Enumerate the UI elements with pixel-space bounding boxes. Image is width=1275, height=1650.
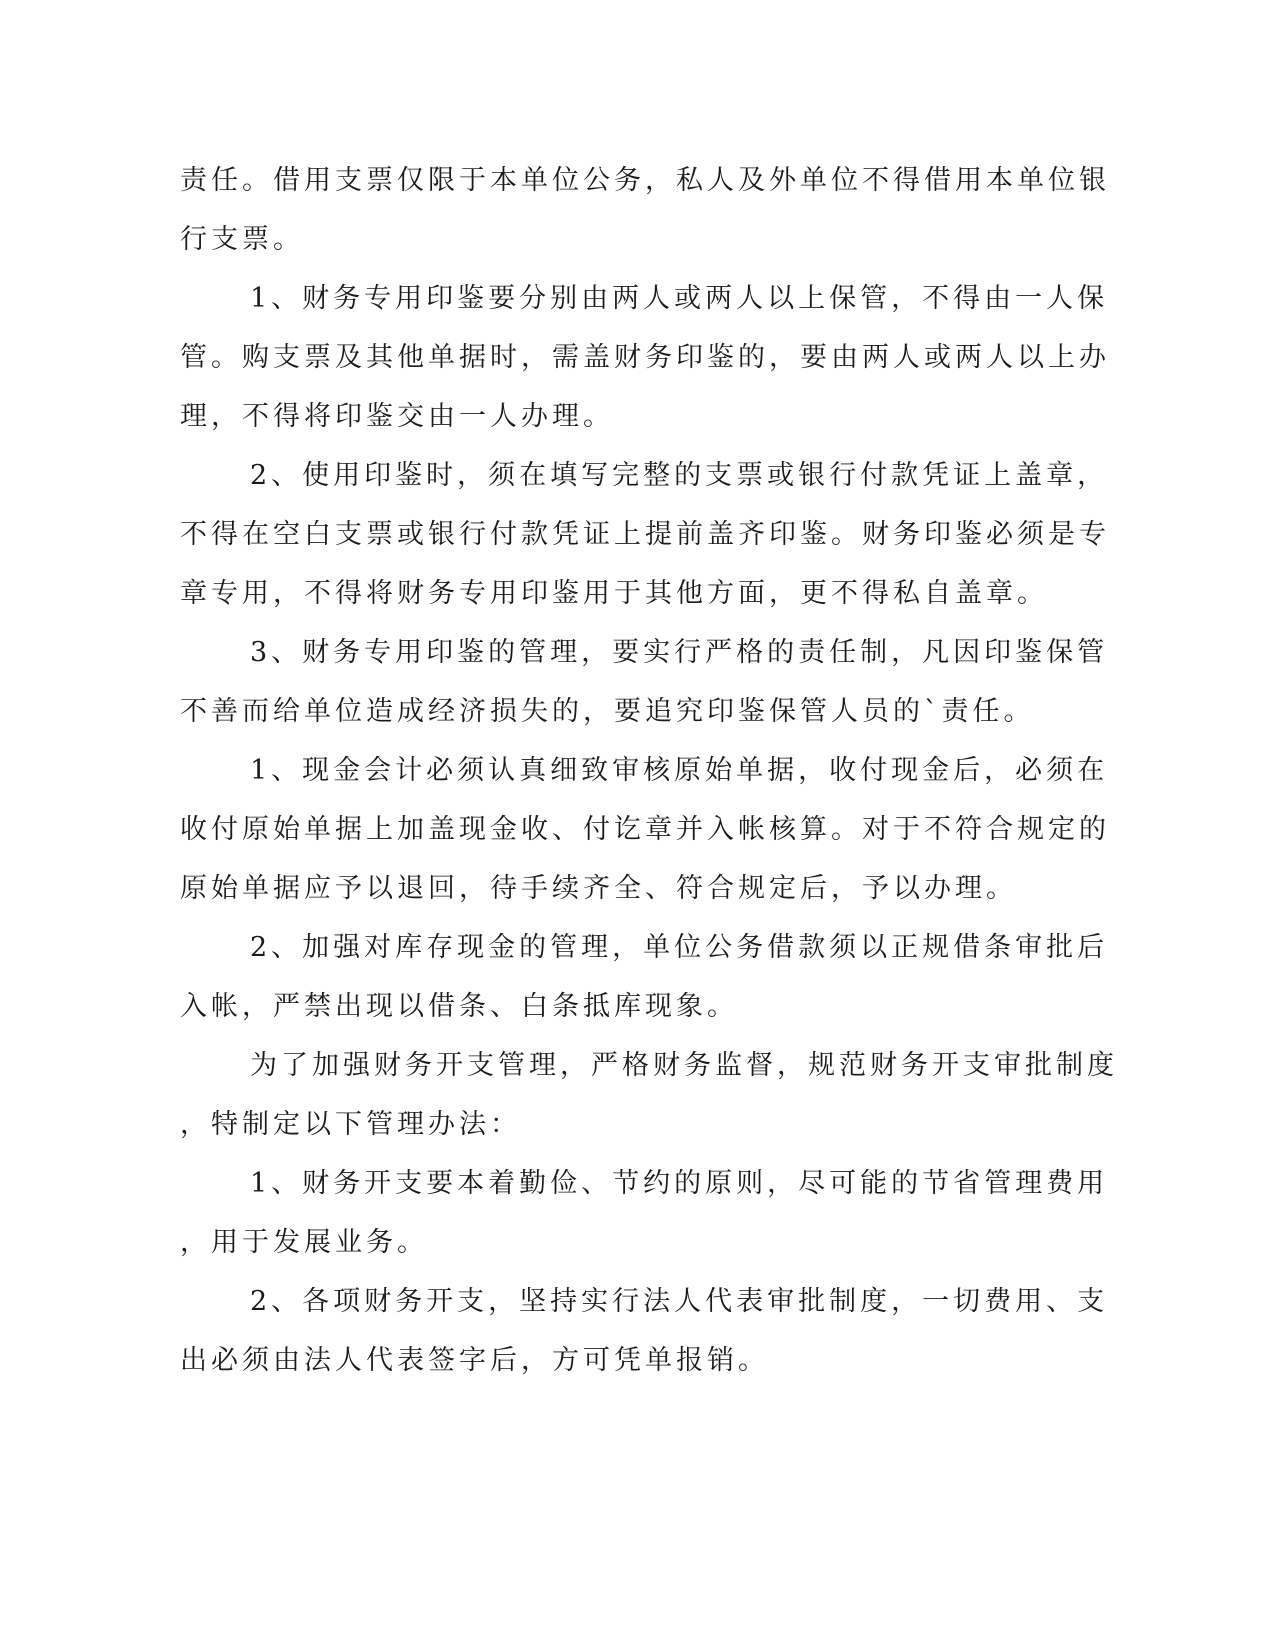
text-line: 管。购支票及其他单据时，需盖财务印鉴的，要由两人或两人以上办 bbox=[180, 342, 1110, 373]
text-line: 1、财务开支要本着勤俭、节约的原则，尽可能的节省管理费用 bbox=[250, 1168, 1109, 1199]
text-line: 2、各项财务开支，坚持实行法人代表审批制度，一切费用、支 bbox=[250, 1286, 1109, 1317]
text-line: 收付原始单据上加盖现金收、付讫章并入帐核算。对于不符合规定的 bbox=[180, 814, 1110, 845]
text-line: ，用于发展业务。 bbox=[180, 1227, 428, 1258]
text-line: 行支票。 bbox=[180, 224, 304, 255]
text-line: 1、现金会计必须认真细致审核原始单据，收付现金后，必须在 bbox=[250, 755, 1109, 786]
text-line: ，特制定以下管理办法： bbox=[180, 1109, 521, 1140]
text-line: 出必须由法人代表签字后，方可凭单报销。 bbox=[180, 1345, 769, 1376]
text-line: 章专用，不得将财务专用印鉴用于其他方面，更不得私自盖章。 bbox=[180, 578, 1048, 609]
text-line: 原始单据应予以退回，待手续齐全、符合规定后，予以办理。 bbox=[180, 873, 1017, 904]
text-line: 2、使用印鉴时，须在填写完整的支票或银行付款凭证上盖章， bbox=[250, 460, 1109, 491]
text-line: 责任。借用支票仅限于本单位公务，私人及外单位不得借用本单位银 bbox=[180, 165, 1110, 196]
text-line: 为了加强财务开支管理，严格财务监督，规范财务开支审批制度 bbox=[250, 1050, 1118, 1081]
text-line: 不得在空白支票或银行付款凭证上提前盖齐印鉴。财务印鉴必须是专 bbox=[180, 519, 1110, 550]
text-line: 3、财务专用印鉴的管理，要实行严格的责任制，凡因印鉴保管 bbox=[250, 637, 1109, 668]
text-line: 理，不得将印鉴交由一人办理。 bbox=[180, 401, 614, 432]
text-line: 1、财务专用印鉴要分别由两人或两人以上保管，不得由一人保 bbox=[250, 283, 1109, 314]
text-line: 2、加强对库存现金的管理，单位公务借款须以正规借条审批后 bbox=[250, 932, 1109, 963]
text-line: 入帐，严禁出现以借条、白条抵库现象。 bbox=[180, 991, 738, 1022]
text-line: 不善而给单位造成经济损失的，要追究印鉴保管人员的`责任。 bbox=[180, 696, 1035, 727]
